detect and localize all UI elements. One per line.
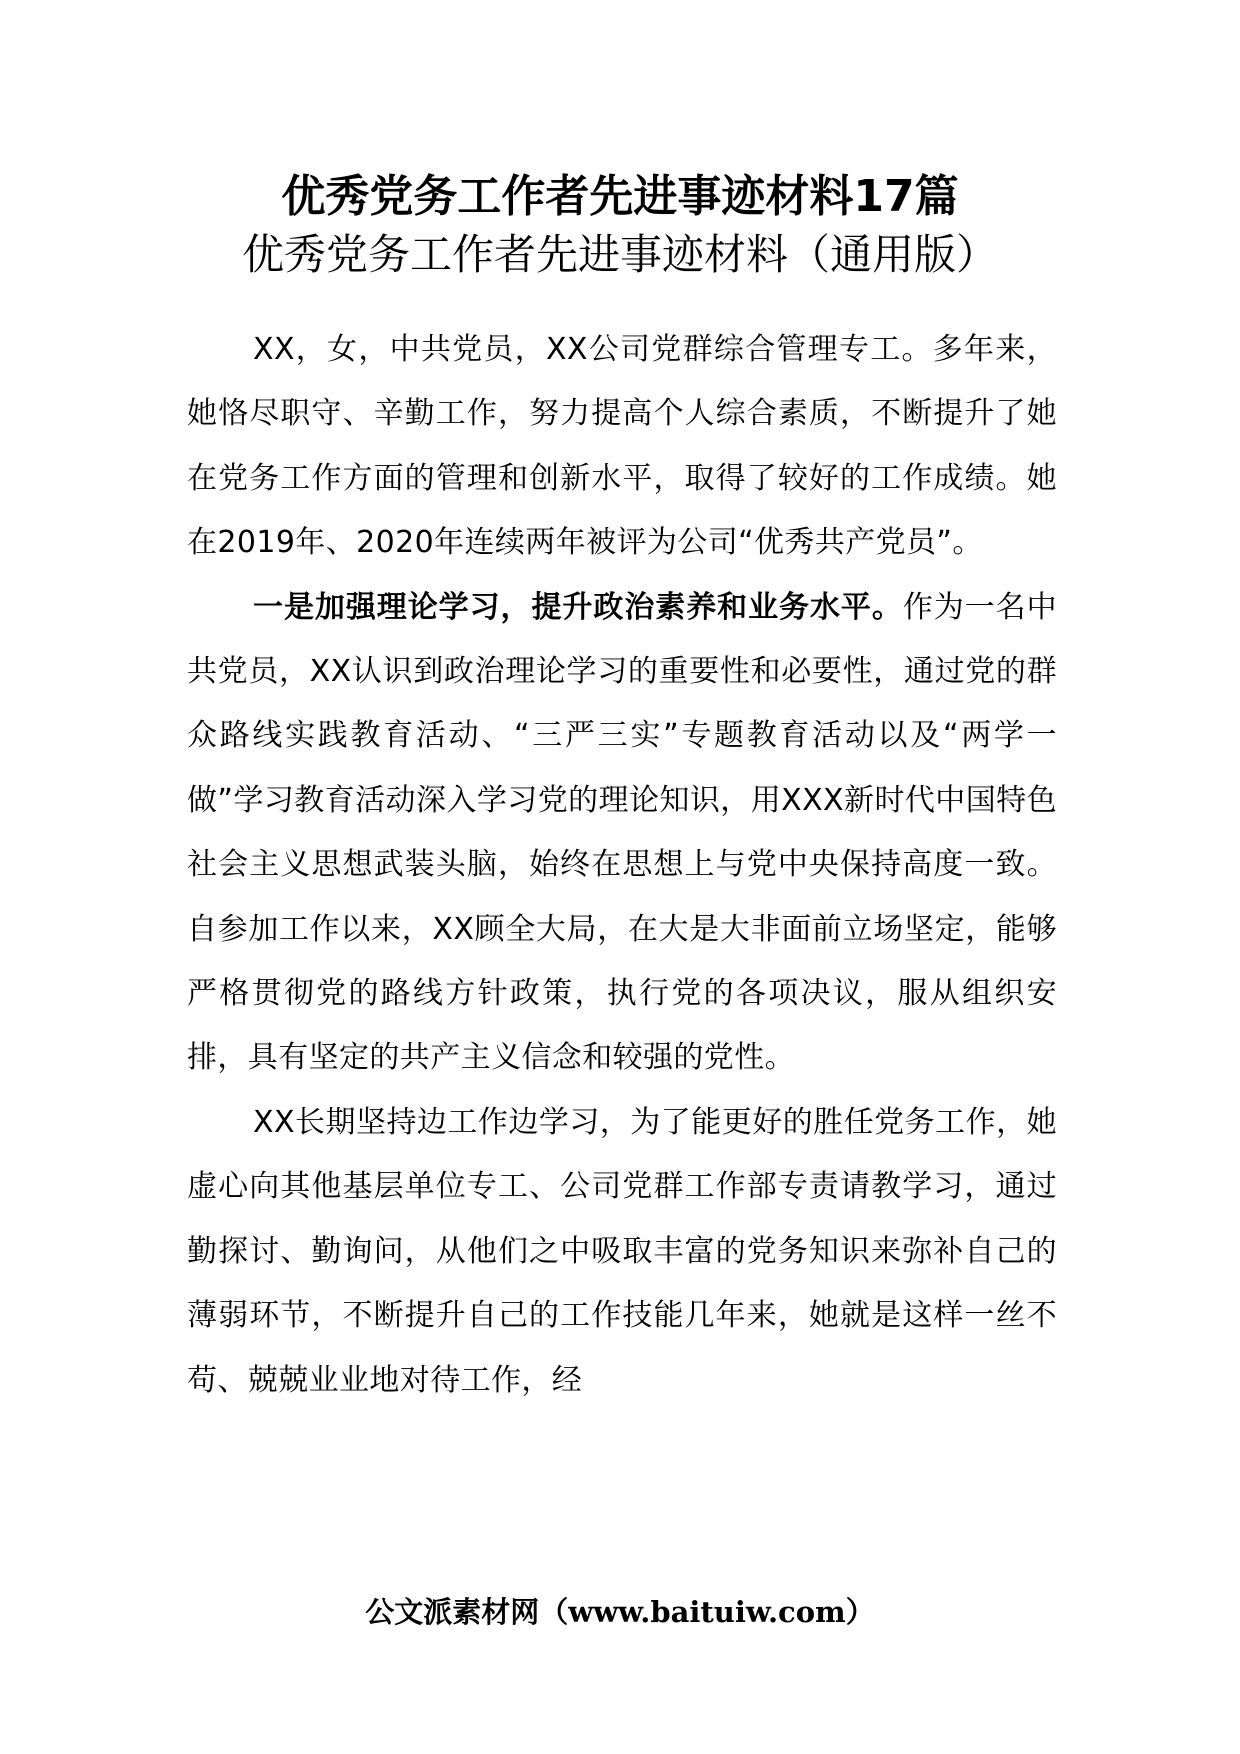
paragraph [187,576,1057,1091]
footer-source: 公文派素材网（www.baituiw.com） [365,1595,875,1629]
paragraph [187,1091,1057,1413]
paragraph-text: 作为一名中共党员，XX认识到政治理论学习的重要性和必要性，通过党的群众路线实践教育活动、“三严三实”专题教育活动以及“两学一做”学习教育活动深入学习党的理论知识，用XXX新时代中国特色社会主义思想武装头脑，始终在思想上与党中央保持高度一致。自参加工作以来，XX顾全大局，在大是大非面前立场坚定，能够严格贯彻党的路线方针政策，执行党的各项决议，服从组织安排，具有坚定的共产主义信念和较强的党性。 [187,589,1058,1076]
paragraph [187,318,1057,576]
paragraph-lead: 一是加强理论学习，提升政治素养和业务水平。 [253,589,903,625]
document-subtitle: 优秀党务工作者先进事迹材料（通用版） [241,230,998,279]
document-title: 优秀党务工作者先进事迹材料17篇 [281,171,959,222]
document-body [187,318,1057,1413]
paragraph-text: XX，女，中共党员，XX公司党群综合管理专工。多年来，她恪尽职守、辛勤工作，努力提高个人综合素质，不断提升了她在党务工作方面的管理和创新水平，取得了较好的工作成绩。她在2019年、2020年连续两年被评为公司“优秀共产党员”。 [187,332,1057,561]
paragraph-text: XX长期坚持边工作边学习，为了能更好的胜任党务工作，她虚心向其他基层单位专工、公司党群工作部专责请教学习，通过勤探讨、勤询问，从他们之中吸取丰富的党务知识来弥补自己的薄弱环节，不断提升自己的工作技能几年来，她就是这样一丝不苟、兢兢业业地对待工作，经 [187,1104,1057,1398]
